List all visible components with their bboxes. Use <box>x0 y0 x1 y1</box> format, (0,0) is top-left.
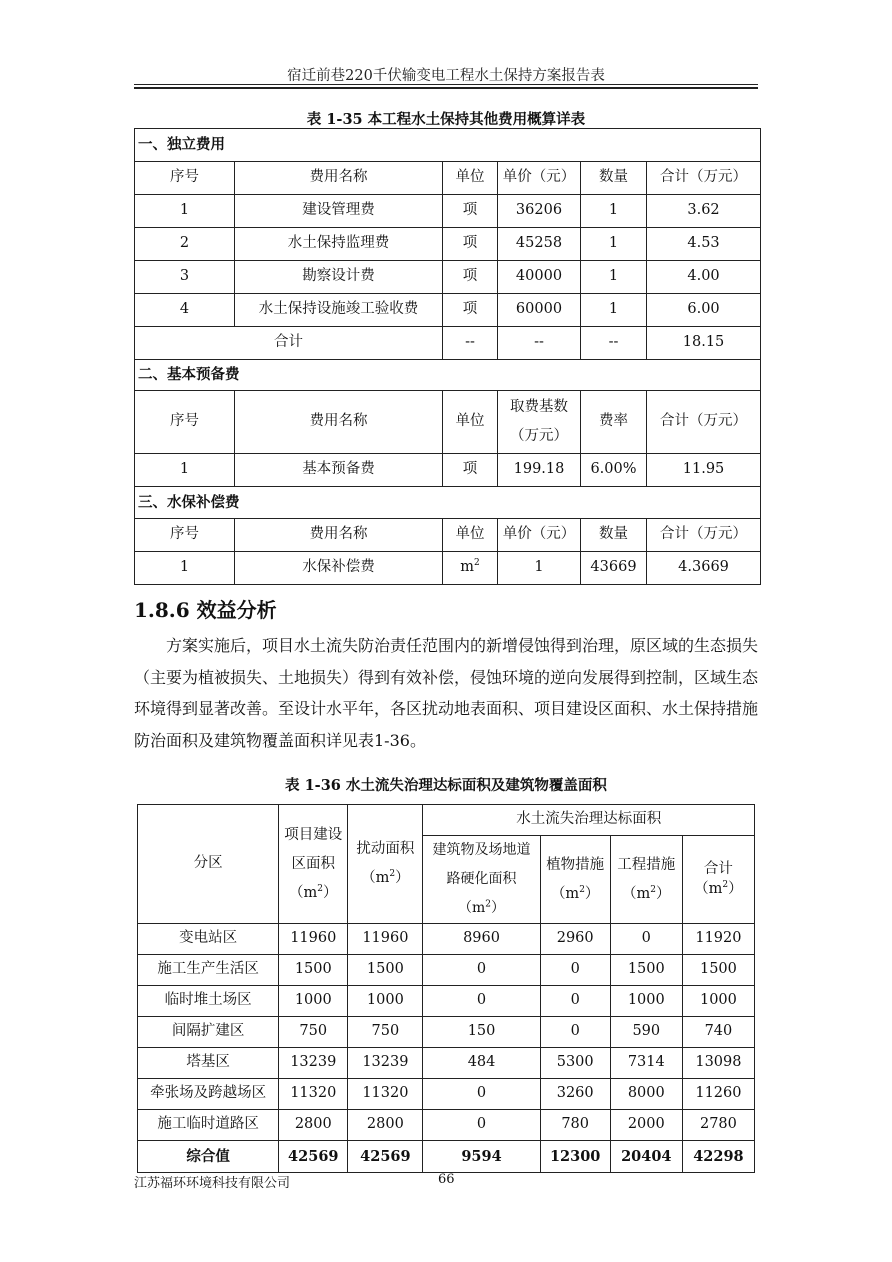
table-cell: 0 <box>610 924 682 955</box>
header-group: 水土流失治理达标面积 <box>423 805 755 836</box>
table-row <box>138 924 755 955</box>
table-cell: -- <box>498 327 581 360</box>
table-cell: 750 <box>279 1017 348 1048</box>
table-cell: 变电站区 <box>138 924 279 955</box>
table-1-35-caption: 表 1-35 本工程水土保持其他费用概算详表 <box>306 111 586 128</box>
table-row <box>135 552 761 585</box>
table-cell: 塔基区 <box>138 1048 279 1079</box>
table-header-row <box>135 162 761 195</box>
total-label: 合计 <box>135 327 443 360</box>
header-engineering <box>610 836 682 924</box>
header-line: （m <box>622 885 651 902</box>
table-cell: 项 <box>443 261 498 294</box>
header-cell: 单位 <box>443 391 498 454</box>
summary-cell: 42569 <box>279 1141 348 1173</box>
header-line: 区面积 <box>291 855 336 872</box>
table-cell: 484 <box>423 1048 540 1079</box>
table-cell: 牵张场及跨越场区 <box>138 1079 279 1110</box>
section-independent-costs: 一、独立费用 <box>135 129 761 162</box>
table-cell: 3260 <box>540 1079 610 1110</box>
table-cell: 740 <box>682 1017 754 1048</box>
unit-superscript: 2 <box>579 884 585 895</box>
table-cell: 水保补偿费 <box>235 552 443 585</box>
unit-text: m <box>460 559 474 576</box>
header-cell: 合计（万元） <box>647 519 761 552</box>
unit-superscript: 2 <box>317 883 324 894</box>
section-basic-reserve: 二、基本预备费 <box>135 360 761 391</box>
header-line: ） <box>491 900 506 916</box>
table-cell: 4.53 <box>647 228 761 261</box>
table-cell: 勘察设计费 <box>235 261 443 294</box>
table-cell: 4 <box>135 294 235 327</box>
table-cell: 199.18 <box>498 454 581 487</box>
table-cell: 36206 <box>498 195 581 228</box>
table-cell: 1000 <box>610 986 682 1017</box>
table-cell: 18.15 <box>647 327 761 360</box>
table-cell: 11320 <box>348 1079 423 1110</box>
table-cell: 项 <box>443 454 498 487</box>
table-cell: 13239 <box>348 1048 423 1079</box>
table-cell: 750 <box>348 1017 423 1048</box>
header-line: （m <box>361 870 390 886</box>
table-cell: 13098 <box>682 1048 754 1079</box>
header-cell: 单位 <box>443 519 498 552</box>
header-cell: 费用名称 <box>235 391 443 454</box>
header-line: 扰动面积 <box>356 841 415 857</box>
table-cell: 1 <box>581 261 647 294</box>
footer-company: 江苏福环环境科技有限公司 <box>134 1176 291 1191</box>
table-cell: 4.3669 <box>647 552 761 585</box>
table-cell: 8960 <box>423 924 540 955</box>
header-cell: 合计（万元） <box>647 162 761 195</box>
table-cell: 11920 <box>682 924 754 955</box>
body-paragraph <box>134 630 758 756</box>
paragraph-text: 方案实施后，项目水土流失防治责任范围内的新增侵蚀得到治理，原区域的生态损失（主要为植被损失、土地损失）得到有效补偿，侵蚀环境的逆向发展得到控制，区域生态环境得到显著改善。至设计水平年，各区扰动地表面积、项目建设区面积、水土保持措施防治面积及建筑物覆盖面积详见表1-36。 <box>134 636 759 750</box>
unit-superscript: 2 <box>485 899 492 910</box>
table-cell: 11960 <box>279 924 348 955</box>
table-cell: -- <box>443 327 498 360</box>
table-cell: 1 <box>581 228 647 261</box>
table-cell: 1 <box>581 195 647 228</box>
header-cell: 费用名称 <box>235 162 443 195</box>
table-row <box>135 228 761 261</box>
table-cell <box>443 552 498 585</box>
header-line: 路硬化面积（m <box>446 871 517 916</box>
header-rule <box>134 84 758 85</box>
table-cell: -- <box>581 327 647 360</box>
table-row <box>138 986 755 1017</box>
table-cell: 2960 <box>540 924 610 955</box>
table-cell: 建设管理费 <box>235 195 443 228</box>
table-cell: 1 <box>135 195 235 228</box>
table-cell: 1 <box>581 294 647 327</box>
table-cell: 1500 <box>610 955 682 986</box>
header-cell: 序号 <box>135 519 235 552</box>
header-line: （m <box>289 884 318 901</box>
header-building <box>423 836 540 924</box>
section-title-row <box>135 129 761 162</box>
table-cell: 2000 <box>610 1110 682 1141</box>
table-cell: 施工临时道路区 <box>138 1110 279 1141</box>
header-cell: 合计（万元） <box>647 391 761 454</box>
table-cell: 1500 <box>682 955 754 986</box>
table-cell: 1 <box>135 454 235 487</box>
table-cell: 590 <box>610 1017 682 1048</box>
table-row <box>135 294 761 327</box>
table-cell: 45258 <box>498 228 581 261</box>
table-row <box>135 454 761 487</box>
table-cell: 项 <box>443 195 498 228</box>
header-cell: 单位 <box>443 162 498 195</box>
table-cell: 间隔扩建区 <box>138 1017 279 1048</box>
section-compensation-fee: 三、水保补偿费 <box>135 487 761 519</box>
header-total <box>682 836 754 924</box>
summary-cell: 42298 <box>682 1141 754 1173</box>
table-cell: 3 <box>135 261 235 294</box>
table-summary-row <box>138 1141 755 1173</box>
header-line: ） <box>584 885 600 902</box>
header-plant <box>540 836 610 924</box>
table-cell: 0 <box>423 986 540 1017</box>
table-row <box>138 1079 755 1110</box>
table-header-row <box>138 805 755 836</box>
table-cell: 1 <box>498 552 581 585</box>
table-row <box>138 1048 755 1079</box>
table-cell: 0 <box>423 1110 540 1141</box>
table-cell: 1000 <box>279 986 348 1017</box>
table-cell: 0 <box>540 1017 610 1048</box>
header-line: 取费基数 <box>510 399 568 415</box>
header-line: ） <box>323 884 338 901</box>
table-cell: 8000 <box>610 1079 682 1110</box>
table-header-row <box>135 519 761 552</box>
unit-superscript: 2 <box>650 884 657 895</box>
section-heading: 1.8.6 效益分析 <box>134 598 277 622</box>
section-title-row <box>135 360 761 391</box>
header-line: 项目建设 <box>284 826 343 843</box>
table-cell: 1500 <box>348 955 423 986</box>
table-cell: 780 <box>540 1110 610 1141</box>
table-cell: 2800 <box>348 1110 423 1141</box>
header-line: （m <box>550 885 580 902</box>
table-cell: 1000 <box>682 986 754 1017</box>
table-cell: 水土保持监理费 <box>235 228 443 261</box>
table-cell: 2800 <box>279 1110 348 1141</box>
table-cell: 11.95 <box>647 454 761 487</box>
table-cell: 3.62 <box>647 195 761 228</box>
table-row <box>135 195 761 228</box>
table-cell: 项 <box>443 228 498 261</box>
header-line: 建筑物及场地道 <box>432 842 531 858</box>
table-1-36 <box>137 804 755 1173</box>
summary-cell: 9594 <box>423 1141 540 1173</box>
header-line: ） <box>395 870 410 886</box>
table-cell: 1500 <box>279 955 348 986</box>
table-row <box>135 261 761 294</box>
header-cell: 数量 <box>581 162 647 195</box>
header-line: （万元） <box>510 428 568 444</box>
table-cell: 4.00 <box>647 261 761 294</box>
table-row <box>138 1110 755 1141</box>
table-cell: 6.00 <box>647 294 761 327</box>
header-cell: 单价（元） <box>498 162 581 195</box>
header-cell: 费用名称 <box>235 519 443 552</box>
table-cell: 临时堆土场区 <box>138 986 279 1017</box>
header-cell: 单价（元） <box>498 519 581 552</box>
table-cell: 水土保持设施竣工验收费 <box>235 294 443 327</box>
header-line: 植物措施 <box>546 856 605 873</box>
table-cell: 5300 <box>540 1048 610 1079</box>
page-number: 66 <box>438 1172 455 1187</box>
summary-cell: 12300 <box>540 1141 610 1173</box>
table-cell: 基本预备费 <box>235 454 443 487</box>
header-cell: 序号 <box>135 162 235 195</box>
header-line: ） <box>656 885 671 902</box>
table-cell: 2780 <box>682 1110 754 1141</box>
table-cell: 1 <box>135 552 235 585</box>
summary-cell: 综合值 <box>138 1141 279 1173</box>
table-cell: 2 <box>135 228 235 261</box>
unit-superscript: 2 <box>389 869 396 880</box>
table-cell: 7314 <box>610 1048 682 1079</box>
table-cell: 40000 <box>498 261 581 294</box>
section-title-row <box>135 487 761 519</box>
header-rule-thick <box>134 87 758 89</box>
header-project-area <box>279 805 348 924</box>
table-header-row <box>135 391 761 454</box>
table-cell: 43669 <box>581 552 647 585</box>
table-cell: 11260 <box>682 1079 754 1110</box>
header-cell: 数量 <box>581 519 647 552</box>
header-cell: 费率 <box>581 391 647 454</box>
table-cell: 13239 <box>279 1048 348 1079</box>
table-cell: 1000 <box>348 986 423 1017</box>
table-cell: 6.00% <box>581 454 647 487</box>
table-row <box>138 1017 755 1048</box>
table-cell: 施工生产生活区 <box>138 955 279 986</box>
table-cell: 项 <box>443 294 498 327</box>
table-cell: 11960 <box>348 924 423 955</box>
page-header-title: 宿迁前巷220千伏输变电工程水土保持方案报告表 <box>287 68 605 84</box>
header-line: 工程措施 <box>617 856 676 873</box>
table-1-35 <box>134 128 761 585</box>
header-cell <box>498 391 581 454</box>
table-cell: 60000 <box>498 294 581 327</box>
header-zone: 分区 <box>138 805 279 924</box>
summary-cell: 42569 <box>348 1141 423 1173</box>
table-cell: 0 <box>540 955 610 986</box>
header-line: ） <box>728 880 743 897</box>
table-cell: 11320 <box>279 1079 348 1110</box>
header-disturb-area <box>348 805 423 924</box>
table-cell: 150 <box>423 1017 540 1048</box>
table-cell: 0 <box>540 986 610 1017</box>
table-1-36-caption: 表 1-36 水土流失治理达标面积及建筑物覆盖面积 <box>285 777 607 794</box>
header-line: 合计（m <box>694 860 733 897</box>
table-cell: 0 <box>423 1079 540 1110</box>
unit-superscript: 2 <box>722 879 729 890</box>
table-row <box>138 955 755 986</box>
summary-cell: 20404 <box>610 1141 682 1173</box>
header-cell: 序号 <box>135 391 235 454</box>
table-cell: 0 <box>423 955 540 986</box>
table-total-row <box>135 327 761 360</box>
unit-superscript: 2 <box>474 558 480 569</box>
